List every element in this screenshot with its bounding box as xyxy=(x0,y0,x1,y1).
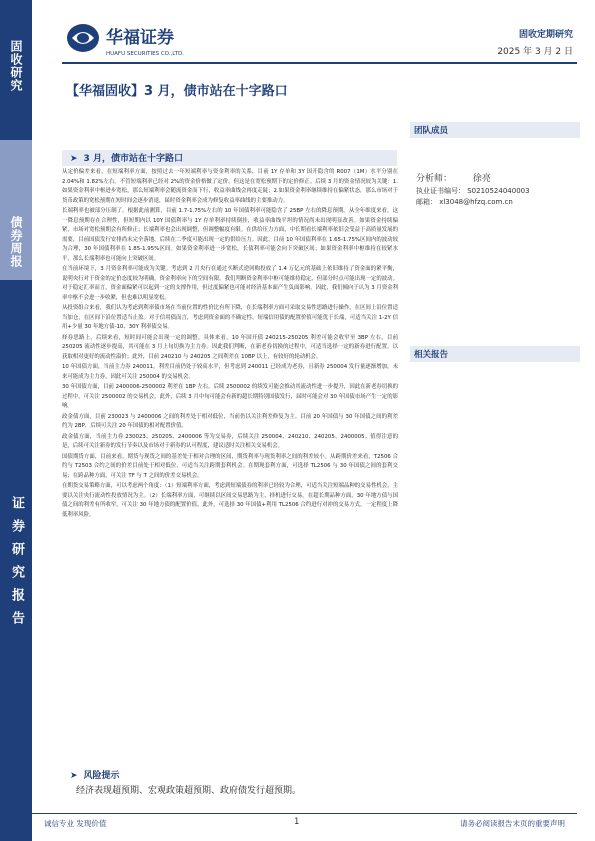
page-title: 【华福固收】3 月，债市站在十字路口 xyxy=(66,84,288,99)
sidebar-label-type: 债券周报 xyxy=(9,216,23,268)
risk-heading-text: 风险提示 xyxy=(83,771,120,781)
risk-text: 经济表现超预期、宏观政策超预期、政府债发行超预期。 xyxy=(76,786,302,796)
paragraph: 10 年国债方面，当前主力券 240011，利差目前仍处于较高水平，但考虑到 240011 已经成为老券，且新券 250004 发行量逐渐增加，未来可能成为主力券，因此可关注 250004 的交易机会。 xyxy=(62,364,398,380)
section-title-text: 3 月，债市站在十字路口 xyxy=(83,154,183,164)
section-bullet-icon: ➤ xyxy=(70,154,78,164)
paragraph: 政金债方面，当前主力券 230023、250205、2400006 等为交易券，后续关注 250004、240210、240205、2400005。值得注意的是，后续可关注新券的发行节奏以及市场对于新券的认可程度，建议适时关注相关交易机会。 xyxy=(62,433,398,449)
brand-name-cn: 华福证券 xyxy=(106,28,174,48)
paragraph: 国债期货方面，目前来看，期货与现货之间的基差处于相对合理的区间，期货利率与现货利率之间的利差较小。从跨期价差来看，T2506 合约与 T2503 合约之间的价差目前处于相对低位，可适当关注跨期套利机会。在期现套利方面，可选择 TL2506 与 30 年国债之间的套利交易；在跨品种方面，可关注 TF 与 T 之间的价差交易机会。 xyxy=(62,453,398,479)
report-type: 固收定期研究 xyxy=(518,30,573,40)
brand-logo xyxy=(66,20,246,60)
analyst-label: 分析师： xyxy=(416,174,453,184)
analyst-name xyxy=(416,171,491,184)
brand-logo-icon xyxy=(66,20,246,60)
sidebar-label-category: 固收研究 xyxy=(9,40,23,92)
risk-heading xyxy=(70,768,120,781)
team-heading xyxy=(410,122,580,138)
footer-divider xyxy=(30,813,577,814)
body-text xyxy=(62,168,398,521)
section-title xyxy=(70,151,183,164)
related-heading-text: 相关报告 xyxy=(414,350,449,360)
related-heading xyxy=(410,346,580,362)
analyst-email: 邮箱： xl3048@hfzq.com.cn xyxy=(416,198,513,206)
footer-disclaimer: 请务必阅读报告末页的重要声明 xyxy=(460,819,565,828)
paragraph: 在当前环境下，3 月资金利率可能成为关键。考虑到 2 月央行在通过买断式逆回购投放了 1.4 万亿元的基础上依旧维持了资金面的紧平衡，说明央行对于资金的定价态度较为明确，资金利率向下的空间有限。我们判断资金利率中枢可能维持稳定，但部分时点可能出现一定的波动。对于稳定汇率而言，资金面偏紧可以起到一定的支撑作用，但过度偏紧也可能对经济基本面产生负面影响。因此，我们倾向于认为 3 月资金利率中枢不会进一步收紧，但也难以明显宽松。 xyxy=(62,266,398,301)
paragraph: 在期货交易策略方面，可以考虑两个角度：（1）短端利率方面，考虑到短端债券的利率已经较为合理，可适当关注短端品种的交易性机会，主要以关注央行流动性投放情况为主。（2）长端利率方面，可继续以区间交易思路为主，择机进行交易。在超长期品种方面，30 年地方债与国债之间的利差有所收窄，可关注 30 年地方债的配置价值。此外，可选择 30 年国债+利用 TL2506 合约进行对冲的交易方式，一定程度上降低利率风险。 xyxy=(62,483,398,518)
risk-bullet-icon: ➤ xyxy=(70,771,78,781)
footer-slogan: 诚信专业 发现价值 xyxy=(44,819,107,828)
analyst-name-text: 徐亮 xyxy=(472,174,491,184)
paragraph: 长端利率也被部分压制了。根据此前测算，目前 1.7-1.75%左右的 10 年国债利率可能隐含了 25BP 左右的降息预期。从全年维度来看，这一降息预期存在合理性，但短期内以 10Y 国债利率与 1Y 存单利率持续倒挂，收益率曲线平坦的情况尚未出现明显改善。如果资金持续偏紧，市场对宽松预期会有所修正；长端利率也会出现调整，但调整幅度有限。在供给压力方面，中长期看长端利率依旧会受益于高质量发展的需要，目前国债发行安排尚未完全落地，后续在二季度可能出现一定的供给压力。因此，目前 10 年国债利率在 1.65-1.75%区间内的波动较为合理，30 年国债利率在 1.85-1.95%区间。如果资金利率进一步宽松，长债利率可能会向下突破区间；如果资金利率中枢维持在较紧水平，那么长端利率也可能向上突破区间。 xyxy=(62,208,398,262)
sidebar-label-report: 证券研究报告 xyxy=(9,496,24,634)
paragraph: 从投资组合来看，我们认为考虑到利率债市场在当前位置的性价比有所下降，在长端利率方面可采取交易性思路进行操作，在区间上沿位置适当加仓，在区间下沿位置适当止盈。对于信用债而言，考虑到资金面的不确定性，短端信用债的配置价值可能优于长端，可适当关注 1-2Y 信用+少量 30 年地方债-10、30Y 利率债交易。 xyxy=(62,305,398,330)
paragraph: 择券思路上，后续来看，短时间可能会出现一定的调整。具体来看，10 年国开债 240215-250205 利差可能会收窄至 3BP 左右，目前 250205 流动性逐步提高，其可能在 3 月上旬切换为主力券。因此我们判断，在新老券切换的过程中，可适当选择一定的新券进行配置，以获取相对更好的流动性溢价；此外，目前 240210 与 240205 之间利差在 10BP 以上，有较好的轮动机会。 xyxy=(62,334,398,360)
analyst-license: 执业证书编号： S0210524040003 xyxy=(416,187,530,195)
paragraph: 从定价偏差来看，在短端利率方面，按照过去一年短端利率与资金利率的关系，目前 1Y 存单和 3Y 国开隐含的 R007（1M）水平分别在 2.04%和 1.82%左右。不管短端利率已经对 2%的资金价格做了定价，但这是在宽松预期下的定价修正。后续 3 月的资金情况较为关键：1.如果资金利率中枢进步宽松，那么短端利率会随流资金而下行，收益率曲线会再度走陡；2.如果资金利率继续维持在偏紧状态，那么市场对于货币政策的宽松预期在短时间会逐步消退，届时资金利率会成为修复收益率曲线的主要推动力。 xyxy=(62,169,398,204)
brand-name-en: HUAFU SECURITIES CO.,LTD. xyxy=(106,51,184,57)
team-heading-text: 团队成员 xyxy=(414,126,449,136)
paragraph: 30 年国债方面，目前 2400006-2500002 利差在 1BP 左右。后续 2500002 的续发可能会推动其流动性进一步提升，因此在新老券切换的过程中，可关注 2500002 的交易机会。此外，后续 3 月中旬可能会有新的超长期特别国债发行，届时可能会对 30 年国债市场产生一定的影响。 xyxy=(62,384,398,409)
report-date: 2025 年 3 月 2 日 xyxy=(497,47,573,57)
page-number: 1 xyxy=(294,817,300,827)
paragraph: 政金债方面，目前 230023 与 2400006 之间的利差处于相对低位，当前仍以关注利差修复为主。目前 20 年国债与 30 年国债之间的利差约为 2BP，后续可关注 20 年国债的相对配置价值。 xyxy=(62,413,398,429)
header-divider xyxy=(62,62,577,64)
